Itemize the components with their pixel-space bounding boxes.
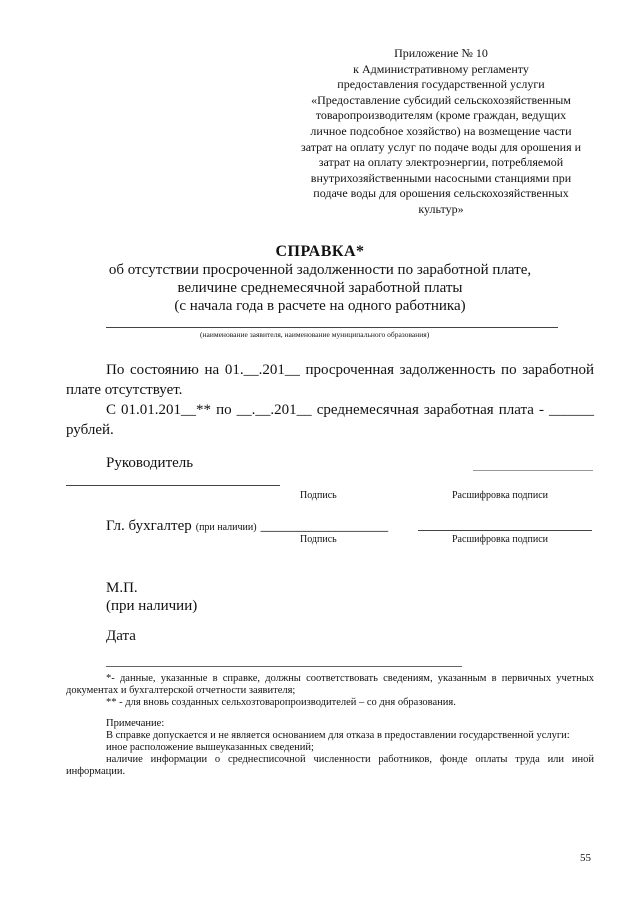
remarks-line3-b: информации. — [66, 766, 126, 777]
para-debt-line1: По состоянию на 01.__.201__ просроченная задолженность по заработной — [106, 362, 594, 378]
accountant-decryption-line — [418, 530, 592, 531]
appendix-header — [290, 46, 592, 218]
remarks-heading: Примечание: — [106, 718, 165, 729]
accountant-signature-caption: Подпись — [300, 534, 337, 545]
para-salary-line2: рублей. — [66, 422, 114, 438]
para-debt-line2: плате отсутствует. — [66, 382, 183, 398]
remarks-line1: В справке допускается и не является основанием для отказа в предоставлении государственной услуги: — [106, 730, 570, 741]
head-decryption-caption: Расшифровка подписи — [452, 490, 548, 501]
appendix-line: Приложение № 10 — [394, 46, 488, 60]
footnote-1-line2: документах и бухгалтерской отчетности заявителя; — [66, 685, 296, 696]
accountant-row — [106, 517, 388, 535]
applicant-line — [106, 327, 558, 328]
appendix-line: товаропроизводителям (кроме граждан, ведущих — [315, 108, 567, 123]
document-title: СПРАВКА* — [275, 243, 365, 260]
appendix-line: затрат на оплату электроэнергии, потребляемой — [318, 155, 564, 170]
remarks-line2: иное расположение вышеуказанных сведений; — [106, 742, 314, 753]
footnote-1-line1: *- данные, указанные в справке, должны соответствовать сведениям, указанным в первичных учетных — [106, 673, 594, 684]
head-signature-line — [66, 485, 280, 486]
accountant-note: (при наличии) — [195, 522, 257, 533]
head-decryption-line — [473, 470, 593, 471]
appendix-line: затрат на оплату услуг по подаче воды для орошения и — [300, 139, 582, 154]
seal-label: М.П. — [106, 580, 138, 596]
accountant-signature-blank: _________________ — [260, 518, 389, 534]
appendix-line: культур» — [418, 201, 464, 216]
seal-note: (при наличии) — [106, 598, 198, 614]
remarks-line3-a: наличие информации о среднесписочной численности работников, фонде оплаты труда или иной — [106, 754, 594, 765]
footnote-2: ** - для вновь созданных сельхозтоваропроизводителей – со дня образования. — [106, 697, 456, 708]
appendix-line: внутрихозяйственными насосными станциями при — [310, 170, 572, 185]
page-number: 55 — [580, 852, 591, 864]
appendix-line: подаче воды для орошения сельскохозяйственных — [313, 186, 569, 201]
subtitle-line: величине среднемесячной заработной платы — [177, 280, 463, 296]
subtitle-line: об отсутствии просроченной задолженности по заработной плате, — [108, 262, 532, 278]
document-subtitle — [60, 261, 580, 315]
head-signature-caption: Подпись — [300, 490, 337, 501]
date-label: Дата — [106, 628, 136, 644]
appendix-line: предоставления государственной услуги — [337, 77, 545, 92]
accountant-decryption-caption: Расшифровка подписи — [452, 534, 548, 545]
footnote-separator — [106, 666, 462, 667]
applicant-caption: (наименование заявителя, наименование муниципального образования) — [200, 330, 430, 339]
head-label: Руководитель — [106, 455, 194, 471]
para-salary-line1: С 01.01.201__** по __.__.201__ среднемесячная заработная плата - ______ — [106, 402, 594, 418]
subtitle-line: (с начала года в расчете на одного работника) — [174, 298, 466, 314]
accountant-label: Гл. бухгалтер — [106, 518, 192, 534]
appendix-line: к Административному регламенту — [353, 61, 529, 76]
appendix-line: «Предоставление субсидий сельскохозяйственным — [311, 92, 571, 107]
appendix-line: личное подсобное хозяйство) на возмещение части — [310, 123, 572, 138]
